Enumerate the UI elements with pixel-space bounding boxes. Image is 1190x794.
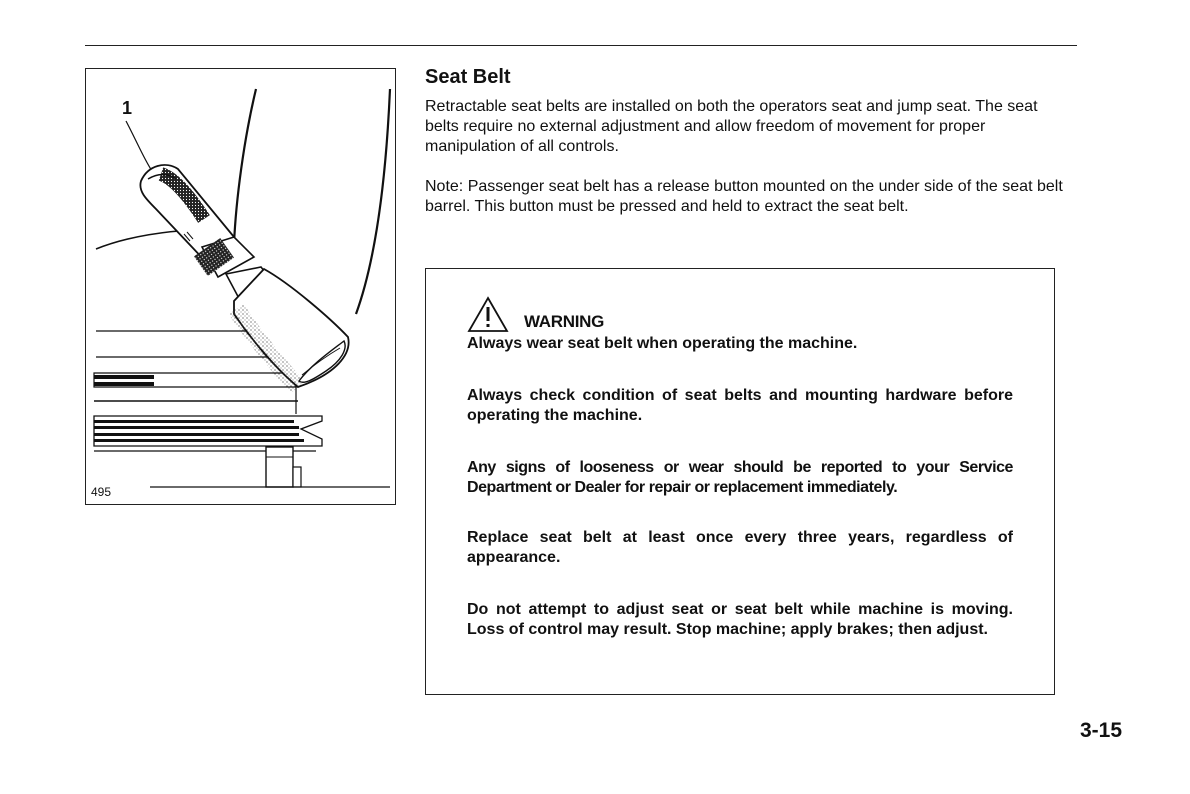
seat-belt-figure [85, 68, 396, 505]
warning-box [425, 268, 1055, 695]
warning-title: WARNING [524, 312, 605, 331]
top-rule [85, 45, 1077, 46]
warning-paragraph: Always check condition of seat belts and mounting hardware before operating the machine. [467, 387, 1013, 424]
warning-header [466, 296, 766, 336]
note-paragraph: Note: Passenger seat belt has a release button mounted on the under side of the seat belt barrel. This button must be pressed and held to extract the seat belt. [425, 178, 1063, 215]
warning-paragraph: Do not attempt to adjust seat or seat belt while machine is moving. Loss of control may result. Stop machine; apply brakes; then adjust. [467, 601, 1013, 638]
warning-triangle-icon [466, 296, 510, 334]
warning-paragraph: Always wear seat belt when operating the machine. [467, 335, 858, 352]
warning-paragraph: Any signs of looseness or wear should be reported to your Service Department or Dealer for repair or replacement immediately. [467, 459, 1013, 496]
seat-belt-illustration [86, 69, 396, 505]
warning-paragraph: Replace seat belt at least once every three years, regardless of appearance. [467, 529, 1013, 566]
figure-number: 495 [91, 485, 112, 499]
body-paragraph: Retractable seat belts are installed on both the operators seat and jump seat. The seat belts require no external adjustment and allow freedom of movement for proper manipulation of all controls. [425, 98, 1038, 155]
page-number: 3-15 [1080, 719, 1123, 742]
figure-callout-number: 1 [122, 98, 133, 118]
section-title: Seat Belt [425, 66, 511, 88]
